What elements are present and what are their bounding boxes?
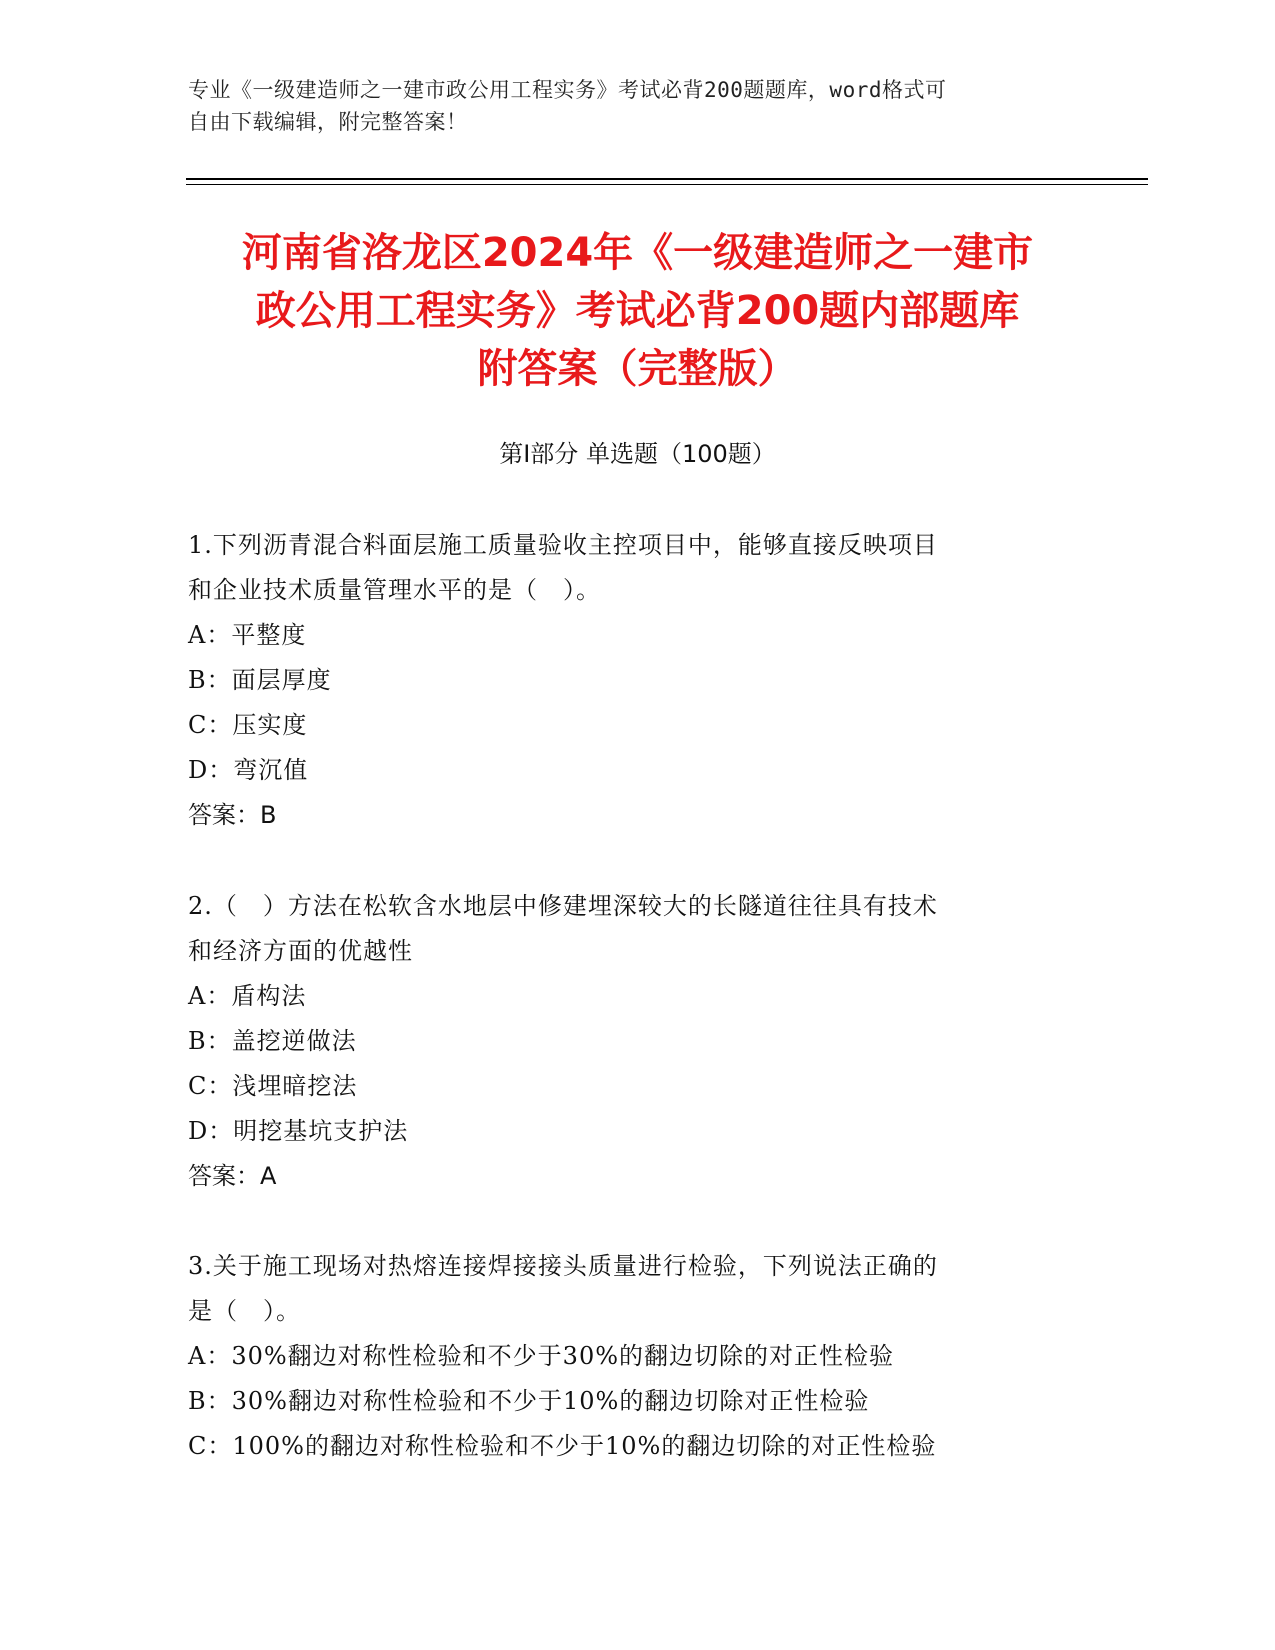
section-heading: 第Ⅰ部分 单选题（100题） [499, 440, 776, 468]
document-title [150, 224, 1125, 398]
question-stem: 3.关于施工现场对热熔连接焊接接头质量进行检验，下列说法正确的 [188, 1252, 938, 1280]
answer: 答案：B [188, 801, 277, 829]
option-a: A：平整度 [188, 621, 307, 649]
question-stem: 和经济方面的优越性 [188, 937, 413, 965]
header-note [188, 74, 1088, 138]
question-2 [188, 884, 1068, 1199]
header-note-line: 专业《一级建造师之一建市政公用工程实务》考试必背200题题库，word格式可 [188, 78, 947, 102]
option-b: B：30%翻边对称性检验和不少于10%的翻边切除对正性检验 [188, 1387, 870, 1415]
question-3 [188, 1244, 1068, 1469]
option-c: C：压实度 [188, 711, 308, 739]
document-title-line: 附答案（完整版） [477, 346, 798, 392]
document-title-line: 河南省洛龙区2024年《一级建造师之一建市 [241, 230, 1034, 276]
option-b: B：面层厚度 [188, 666, 332, 694]
option-a: A：盾构法 [188, 982, 307, 1010]
option-d: D：明挖基坑支护法 [188, 1117, 409, 1145]
question-stem: 和企业技术质量管理水平的是（ ）。 [188, 576, 601, 604]
header-divider-thick [186, 178, 1148, 180]
question-stem: 2.（ ）方法在松软含水地层中修建埋深较大的长隧道往往具有技术 [188, 892, 938, 920]
question-stem: 是（ ）。 [188, 1297, 301, 1325]
document-title-line: 政公用工程实务》考试必背200题内部题库 [255, 288, 1020, 334]
option-b: B：盖挖逆做法 [188, 1027, 357, 1055]
question-1 [188, 523, 1068, 838]
question-stem: 1.下列沥青混合料面层施工质量验收主控项目中，能够直接反映项目 [188, 531, 938, 559]
option-c: C：100%的翻边对称性检验和不少于10%的翻边切除的对正性检验 [188, 1432, 937, 1460]
option-c: C：浅埋暗挖法 [188, 1072, 358, 1100]
option-a: A：30%翻边对称性检验和不少于30%的翻边切除的对正性检验 [188, 1342, 895, 1370]
header-divider-thin [186, 184, 1148, 185]
header-note-line: 自由下载编辑，附完整答案！ [188, 110, 468, 134]
option-d: D：弯沉值 [188, 756, 309, 784]
answer: 答案：A [188, 1162, 277, 1190]
